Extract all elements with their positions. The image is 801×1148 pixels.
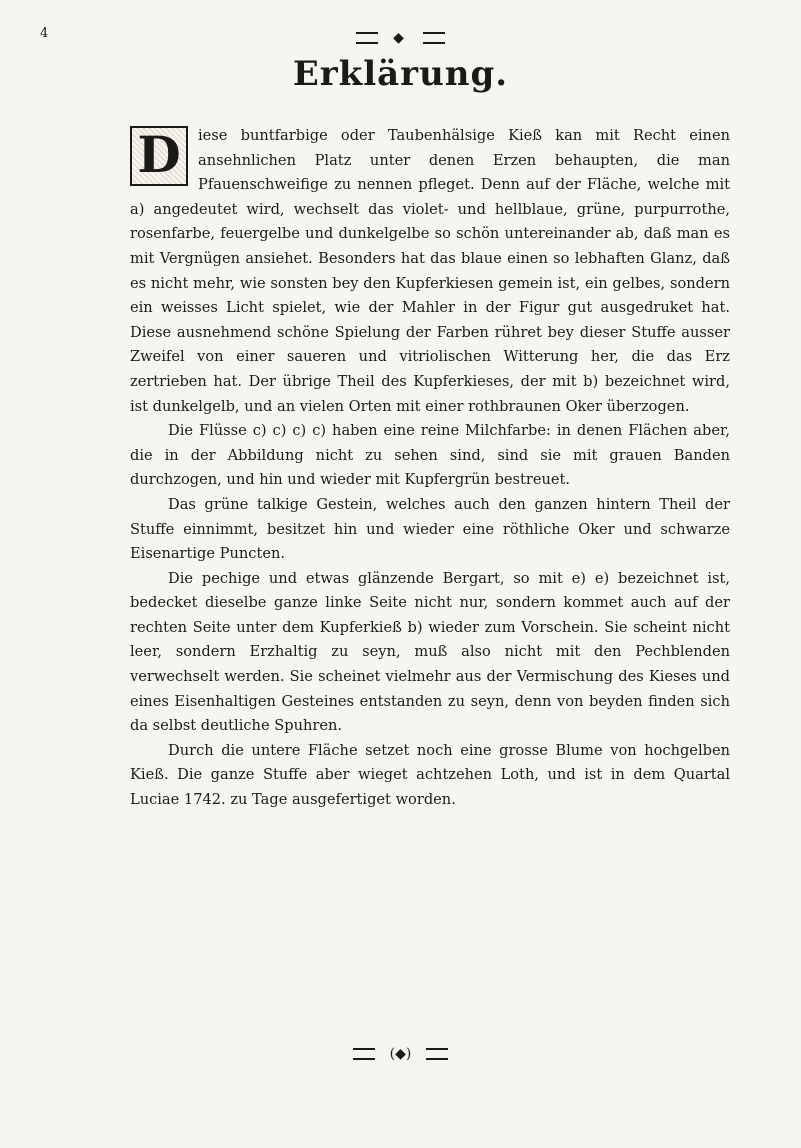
diamond-ornament-icon: ◆ (393, 30, 408, 46)
ornament-rule-left (356, 32, 378, 44)
header-ornament (0, 28, 801, 46)
ornament-rule-right (423, 32, 445, 44)
decorated-initial: D (130, 126, 188, 186)
page-number: 4 (40, 26, 49, 41)
paragraph-4: Die pechige und etwas glänzende Bergart, so mit e) e) bezeichnet ist, bedecket dieselbe ganze linke Seite nicht nur, sondern kommet auch auf der rechten Seite unter dem Kupferkieß b) wieder zum Vorschein. Sie scheint nicht leer, sondern Erzhaltig zu seyn, muß also nicht mit den Pechblenden verwechselt werden. Sie scheinet vielmehr aus der Vermischung des Kieses und eines Eisenhaltigen Gesteines entstanden zu seyn, denn von beyden finden sich da selbst deutliche Spuhren. (130, 569, 730, 735)
paragraph-text: iese buntfarbige oder Taubenhälsige Kieß kan mit Recht einen ansehnlichen Platz unter denen Erzen behaupten, die man Pfauenschweifige zu nennen pfleget. Denn auf der Fläche, welche mit a) angedeutet wird, wechselt das violet- und hellblaue, grüne, purpurrothe, rosenfarbe, feuergelbe und dunkelgelbe so schön untereinander ab, daß man es mit Vergnügen ansiehet. Besonders hat das blaue einen so lebhaften Glanz, daß es nicht mehr, wie sonsten bey den Kupferkiesen gemein ist, ein gelbes, sondern ein weisses Licht spielet, wie der Mahler in der Figur gut ausgedruket hat. Diese ausnehmend schöne Spielung der Farben rühret bey dieser Stuffe ausser Zweifel von einer saueren und vitriolischen Witterung her, die das Erz zertrieben hat. Der übrige Theil des Kupferkieses, der mit b) bezeichnet wird, ist dunkelgelb, und an vielen Orten mit einer rothbraunen Oker überzogen. (130, 127, 730, 415)
paragraph-1 (130, 124, 730, 419)
ornament-rule-left (353, 1048, 375, 1060)
paragraph-2: Die Flüsse c) c) c) c) haben eine reine Milchfarbe: in denen Flächen aber, die in der Abbildung nicht zu sehen sind, sind sie mit grauen Banden durchzogen, und hin und wieder mit Kupfergrün bestreuet. (130, 422, 730, 489)
paragraph-5: Durch die untere Fläche setzet noch eine grosse Blume von hochgelben Kieß. Die ganze Stuffe aber wieget achtzehen Loth, und ist in dem Quartal Luciae 1742. zu Tage ausgefertiget worden. (130, 741, 730, 809)
page-title: Erklärung. (292, 54, 509, 94)
diamond-ornament-icon: (◆) (389, 1046, 412, 1062)
ornament-rule-right (426, 1048, 448, 1060)
paragraph-3: Das grüne talkige Gestein, welches auch den ganzen hintern Theil der Stuffe einnimmt, besitzet hin und wieder eine röthliche Oker und schwarze Eisenartige Puncten. (130, 495, 730, 563)
footer-ornament (0, 1044, 801, 1062)
body-text (130, 124, 730, 813)
